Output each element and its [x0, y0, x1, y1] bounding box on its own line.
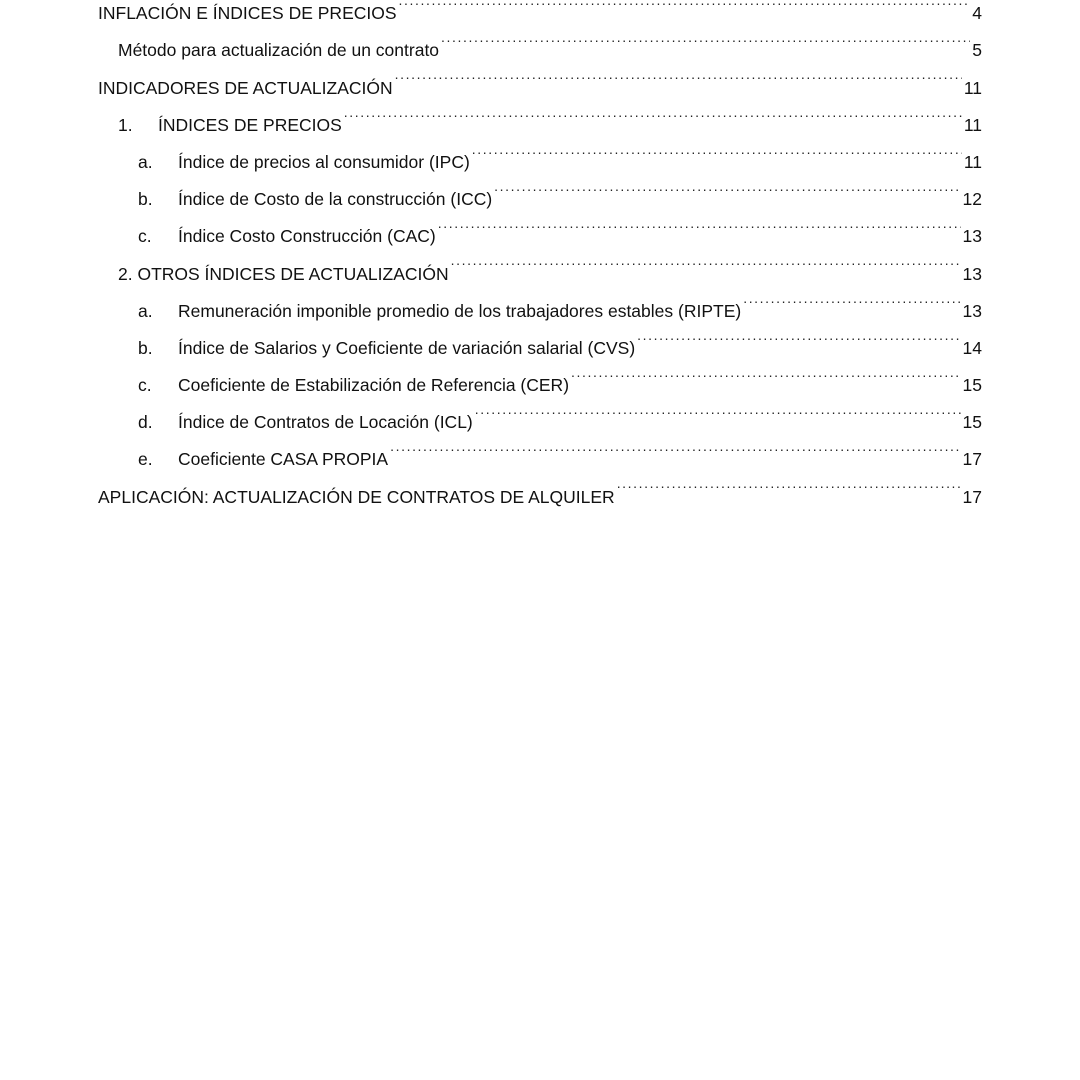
- toc-dot-leader: [441, 19, 970, 56]
- toc-page-number: 13: [962, 300, 982, 321]
- toc-entry-number: e.: [138, 449, 153, 470]
- toc-page-number: 14: [962, 337, 982, 358]
- toc-entry[interactable]: [98, 0, 982, 24]
- toc-dot-leader: [617, 465, 961, 502]
- toc-page-number: 11: [963, 77, 982, 98]
- toc-page-number: 12: [962, 189, 982, 210]
- toc-entry[interactable]: [98, 19, 982, 61]
- toc-entry-title: Coeficiente de Estabilización de Referencia (CER): [178, 375, 570, 396]
- toc-entry-title: Remuneración imponible promedio de los trabajadores estables (RIPTE): [178, 300, 742, 321]
- toc-entry[interactable]: [98, 354, 982, 396]
- toc-page-number: 11: [963, 151, 982, 172]
- toc-entry[interactable]: [98, 94, 982, 135]
- toc-entry-title: APLICACIÓN: ACTUALIZACIÓN DE CONTRATOS DE ALQUILER: [98, 486, 615, 507]
- toc-entry-title: 2. OTROS ÍNDICES DE ACTUALIZACIÓN: [118, 263, 449, 284]
- toc-entry-title: Método para actualización de un contrato: [118, 40, 440, 61]
- toc-entry-number: b.: [138, 189, 153, 210]
- toc-entry-title: Índice de precios al consumidor (IPC): [178, 151, 470, 172]
- toc-entry-number: c.: [138, 226, 152, 247]
- toc-dot-leader: [438, 205, 961, 242]
- toc-entry[interactable]: [98, 56, 982, 98]
- toc-entry-title: Índice de Salarios y Coeficiente de variación salarial (CVS): [178, 337, 636, 358]
- toc-entry-number: a.: [138, 300, 153, 321]
- toc-entry[interactable]: [98, 317, 982, 358]
- toc-dot-leader: [743, 280, 960, 317]
- toc-dot-leader: [399, 0, 971, 19]
- toc-dot-leader: [475, 391, 961, 428]
- toc-entry[interactable]: [98, 131, 982, 172]
- toc-page-number: 4: [972, 3, 982, 24]
- toc-entry-title: Índice de Costo de la construcción (ICC): [178, 189, 493, 210]
- toc-entry-title: ÍNDICES DE PRECIOS: [158, 114, 342, 135]
- toc-entry[interactable]: [98, 391, 982, 433]
- toc-page-number: 17: [962, 449, 982, 470]
- toc-entry-number: 1.: [118, 114, 133, 135]
- toc-dot-leader: [390, 428, 960, 465]
- toc-page-number: 15: [962, 412, 982, 433]
- toc-entry-number: b.: [138, 337, 153, 358]
- toc-entry-title: INFLACIÓN E ÍNDICES DE PRECIOS: [98, 3, 397, 24]
- toc-entry[interactable]: [98, 168, 982, 210]
- toc-entry-title: INDICADORES DE ACTUALIZACIÓN: [98, 77, 393, 98]
- toc-entry[interactable]: [98, 428, 982, 470]
- toc-dot-leader: [451, 242, 961, 279]
- toc-entry[interactable]: [98, 242, 982, 284]
- toc-entry-title: Coeficiente CASA PROPIA: [178, 449, 389, 470]
- toc-entry[interactable]: [98, 465, 982, 507]
- toc-entry-number: c.: [138, 375, 152, 396]
- toc-entry[interactable]: [98, 205, 982, 247]
- toc-page-number: 5: [972, 40, 982, 61]
- toc-dot-leader: [494, 168, 960, 205]
- toc-page-number: 11: [963, 114, 982, 135]
- table-of-contents: [98, 0, 982, 507]
- toc-page-number: 17: [962, 486, 982, 507]
- toc-dot-leader: [344, 94, 962, 131]
- toc-dot-leader: [571, 354, 961, 391]
- toc-dot-leader: [637, 317, 960, 354]
- toc-dot-leader: [472, 131, 962, 168]
- toc-entry[interactable]: [98, 280, 982, 321]
- toc-entry-title: Índice Costo Construcción (CAC): [178, 226, 436, 247]
- toc-entry-number: d.: [138, 412, 153, 433]
- toc-page-number: 13: [962, 263, 982, 284]
- toc-dot-leader: [395, 56, 962, 93]
- toc-entry-title: Índice de Contratos de Locación (ICL): [178, 412, 473, 433]
- toc-page-number: 15: [962, 375, 982, 396]
- toc-entry-number: a.: [138, 151, 153, 172]
- toc-page-number: 13: [962, 226, 982, 247]
